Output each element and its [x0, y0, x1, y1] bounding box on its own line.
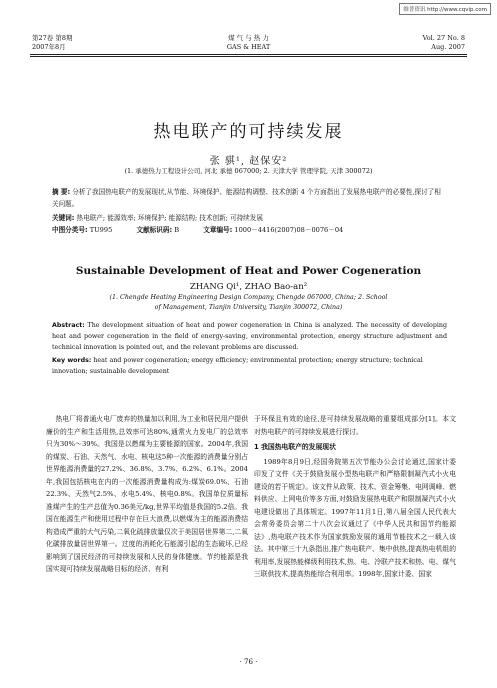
journal-name-en: GAS & HEAT: [226, 43, 271, 51]
body-paragraph: 于环保且有效的途径,是可持续发展战略的重要组成部分[1]。本文对热电联产的可持续发展进行探讨。: [254, 415, 456, 436]
doc-code-label: 文献标识码:: [136, 226, 173, 234]
english-authors: ZHANG Qi¹, ZHAO Bao-an²: [189, 282, 308, 292]
body-paragraph: 热电厂将普通火电厂废弃的热量加以利用,为工业和居民用户提供廉价的生产和生活用热,总效率可达80%,通常火力发电厂的总效率只为30%～39%。我国是以燃煤为主要能源的国家。2004年,我国的煤炭、石油、天然气、水电、核电这5种一次能源的消费量分别占世界能源消费量的27.2%、36.8%、3.7%、6.2%、6.1%。2004年,我国包括核电在内的一次能源消费量构成为:煤炭69.0%、石油22.3%、天然气2.5%、水电5.4%、核电0.8%。我国单位质量标准煤产生的生产总值为0.36美元/kg,世界平均值是我国的5.2倍。我国在能源生产和使用过程中存在巨大浪费,以燃煤为主的能源消费结构造成严重的大气污染,二氧化硫排放量仅次于美国居世界第二,二氧化碳排放量居世界第一。过度的消耗化石能源引起的生态破坏,已经影响到了国民经济的可持续发展和人民的身体健康。节约能源是我国实现可持续发展战略目标的经济、有利: [46, 415, 248, 573]
page-number: · 76 ·: [239, 658, 258, 666]
header-date-en: Aug. 2007: [431, 43, 465, 51]
clc-value: TU995: [89, 226, 113, 234]
english-abstract-text: The development situation of heat and power cogeneration in China is analyzed. The necessity of developing heat and power cogeneration in the field of energy-saving, environmental protection, energy structure adjustment and technical innovation is pointed out, and the relevant problems are discussed.: [52, 322, 447, 351]
body-paragraph: 1989年8月9日,经国务院第五次节能办公会讨论通过,国家计委印发了文件《关于鼓励发展小型热电联产和严格限制凝汽式小火电建设的若干规定》。该文件从政策、技术、资金筹集、电网调峰、燃料供应、上网电价等多方面,对鼓励发展热电联产和限制凝汽式小火电建设做出了具体规定。1997年11月1日,第八届全国人民代表大会常务委员会第二十八次会议通过了《中华人民共和国节约能源法》,热电联产技术作为国家鼓励发展的通用节能技术之一载入该法。其中第三十九条指出,推广热电联产、集中供热,提高热电机组的利用率,发展热能梯级利用技术,热、电、冷联产技术和热、电、煤气三联供技术,提高热能综合利用率。1998年,国家计委、国家: [254, 457, 456, 578]
classification-line: [52, 224, 447, 236]
english-abstract-label: Abstract:: [52, 322, 85, 329]
english-affiliation-line1: (1. Chengde Heating Engineering Design Company, Chengde 067000, China; 2. School: [109, 294, 388, 301]
keywords-text: 热电联产; 能源效率; 环境保护; 能源结构; 技术创新; 可持续发展: [76, 214, 263, 222]
header-volume: 第27卷 第8期: [32, 34, 73, 42]
abstract-label: 摘 要:: [52, 188, 71, 196]
article-no-label: 文章编号:: [203, 226, 233, 234]
source-stamp: 维普资讯 http://www.cqvip.com: [399, 3, 491, 15]
english-keywords-text: heat and power cogeneration; energy efficiency; environmental protection; energy structure; technical innovation; sustainable development: [52, 357, 423, 375]
paper-title: 热电联产的可持续发展: [153, 122, 344, 142]
paper-authors: 张 骐¹, 赵保安²: [209, 156, 288, 167]
keywords-label: 关键词:: [52, 214, 75, 222]
section-heading: 1 我国热电联产的发展现状: [254, 443, 336, 451]
paper-affiliation: (1. 承德热力工程设计公司, 河北 承德 067000; 2. 天津大学 管理学院, 天津 300072): [124, 167, 373, 175]
english-affiliation-line2: of Management, Tianjin University, Tianjin 300072, China): [154, 304, 343, 311]
clc-label: 中图分类号:: [52, 226, 88, 234]
header-issue-info-en: [423, 34, 465, 52]
english-keywords-label: Key words:: [52, 357, 92, 364]
english-affiliation: [0, 293, 497, 313]
body-column-left: [46, 413, 248, 576]
english-abstract: [52, 320, 447, 353]
article-no-value: 1000－4416(2007)08－0076－04: [234, 226, 344, 234]
english-title: Sustainable Development of Heat and Power Cogeneration: [75, 265, 422, 277]
header-volume-en: Vol. 27 No. 8: [422, 34, 465, 42]
header-date: 2007年8月: [32, 43, 66, 51]
english-keywords: [52, 355, 447, 377]
abstract-cn: [52, 186, 447, 210]
header-rule-bottom: [30, 56, 467, 57]
abstract-text: 分析了我国热电联产的发展现状,从节能、环境保护、能源结构调整、技术创新 4 个方面指出了发展热电联产的必要性,探讨了相关问题。: [52, 188, 441, 208]
doc-code-value: B: [174, 226, 180, 234]
body-column-right: [254, 413, 456, 581]
header-rule-top: [30, 54, 467, 55]
keywords-cn: [52, 212, 447, 224]
journal-name-cn: 煤 气 与 热 力: [228, 34, 269, 42]
